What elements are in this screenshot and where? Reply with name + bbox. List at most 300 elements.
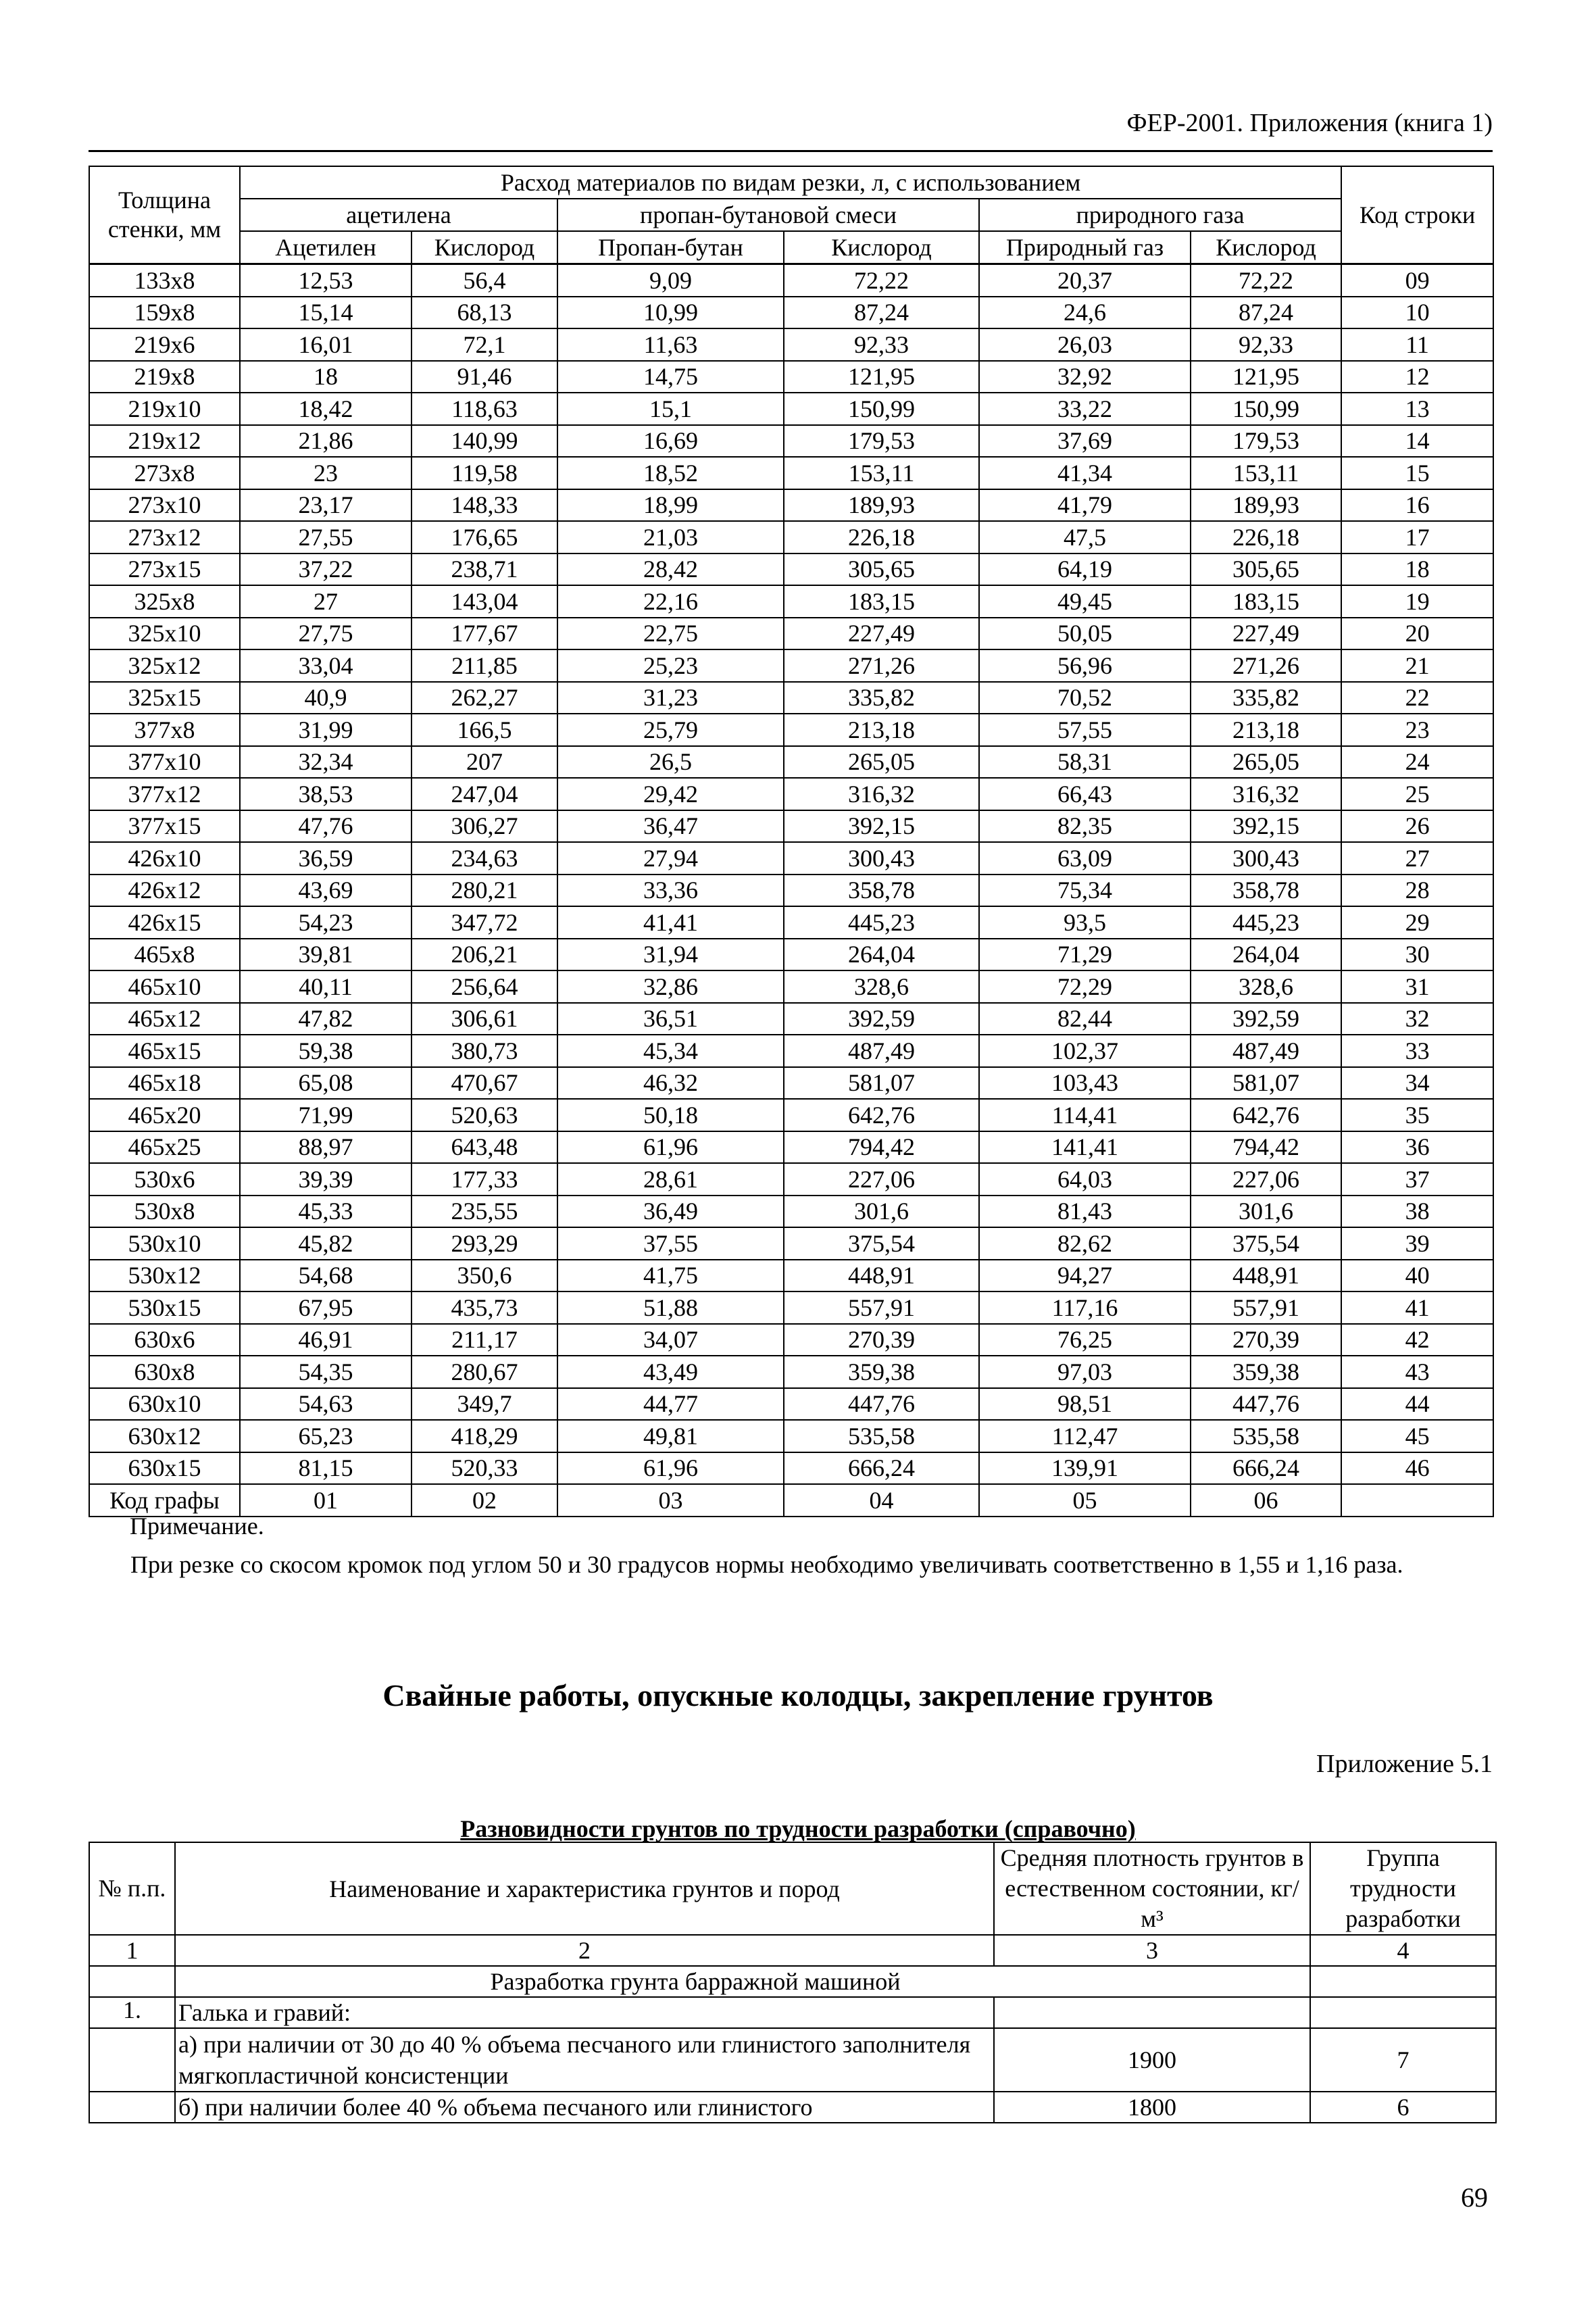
- cell-oxygen: 359,38: [1191, 1356, 1341, 1388]
- cell-acetylene: 27,75: [240, 618, 412, 650]
- cell-propane-butane: 11,63: [557, 328, 784, 361]
- subheader: Природный газ: [979, 231, 1191, 264]
- cell-natural-gas: 50,05: [979, 618, 1191, 650]
- cell-oxygen: 176,65: [412, 521, 557, 553]
- cell-thickness: 530x15: [89, 1291, 240, 1324]
- table-row: [89, 1388, 1493, 1421]
- appendix-label: Приложение 5.1: [1316, 1750, 1493, 1778]
- cell-oxygen: 143,04: [412, 585, 557, 618]
- cell-propane-butane: 29,42: [557, 778, 784, 810]
- cell-acetylene: 71,99: [240, 1099, 412, 1131]
- cell-row-code: 12: [1341, 361, 1493, 393]
- cell-oxygen: 301,6: [784, 1196, 979, 1228]
- cell-oxygen: 72,22: [1191, 264, 1341, 297]
- cell-row-code: 18: [1341, 553, 1493, 586]
- cell-oxygen: 56,4: [412, 264, 557, 297]
- cell-thickness: 630x15: [89, 1452, 240, 1485]
- header-group-acetylene: ацетилена: [240, 199, 557, 231]
- cell-thickness: 530x6: [89, 1163, 240, 1196]
- cell-oxygen: 794,42: [784, 1131, 979, 1164]
- cell-propane-butane: 41,75: [557, 1260, 784, 1292]
- cell-natural-gas: 70,52: [979, 682, 1191, 714]
- cell-oxygen: 306,27: [412, 810, 557, 843]
- cell-oxygen: 92,33: [1191, 328, 1341, 361]
- table-row: [89, 649, 1493, 682]
- table-row: [89, 521, 1493, 553]
- cell-propane-butane: 36,51: [557, 1003, 784, 1035]
- cell-oxygen: 87,24: [784, 297, 979, 329]
- cell-oxygen: 213,18: [784, 714, 979, 746]
- running-header: ФЕР-2001. Приложения (книга 1): [1126, 109, 1493, 137]
- cell-oxygen: 247,04: [412, 778, 557, 810]
- cell-oxygen: 166,5: [412, 714, 557, 746]
- cell-propane-butane: 46,32: [557, 1067, 784, 1100]
- cell-thickness: 426x12: [89, 875, 240, 907]
- cell-propane-butane: 36,49: [557, 1196, 784, 1228]
- column-code: 04: [784, 1484, 979, 1517]
- cell-oxygen: 271,26: [784, 649, 979, 682]
- cell-oxygen: 470,67: [412, 1067, 557, 1100]
- table-row: [89, 875, 1493, 907]
- cell-oxygen: 305,65: [1191, 553, 1341, 586]
- cell-thickness: 273x12: [89, 521, 240, 553]
- table-row: [89, 1260, 1493, 1292]
- cell-thickness: 219x12: [89, 425, 240, 458]
- cell-row-code: 26: [1341, 810, 1493, 843]
- soil-group: [1310, 1997, 1496, 2028]
- cell-oxygen: 535,58: [784, 1420, 979, 1452]
- cell-row-code: 32: [1341, 1003, 1493, 1035]
- cell-propane-butane: 28,61: [557, 1163, 784, 1196]
- cell-oxygen: 447,76: [784, 1388, 979, 1421]
- cell-row-code: 39: [1341, 1227, 1493, 1260]
- cell-propane-butane: 25,79: [557, 714, 784, 746]
- cell-oxygen: 183,15: [1191, 585, 1341, 618]
- cell-acetylene: 32,34: [240, 746, 412, 779]
- cell-natural-gas: 112,47: [979, 1420, 1191, 1452]
- cell-oxygen: 535,58: [1191, 1420, 1341, 1452]
- row-number: 1.: [89, 1997, 175, 2028]
- cell-acetylene: 18: [240, 361, 412, 393]
- cell-oxygen: 392,15: [1191, 810, 1341, 843]
- cell-thickness: 133x8: [89, 264, 240, 297]
- cell-oxygen: 265,05: [784, 746, 979, 779]
- cell-thickness: 219x6: [89, 328, 240, 361]
- cell-row-code: 19: [1341, 585, 1493, 618]
- cell-oxygen: 153,11: [1191, 457, 1341, 489]
- cell-propane-butane: 34,07: [557, 1324, 784, 1356]
- soil-name: Галька и гравий:: [175, 1997, 994, 2028]
- cell-natural-gas: 41,79: [979, 489, 1191, 522]
- cell-oxygen: 375,54: [1191, 1227, 1341, 1260]
- cell-natural-gas: 98,51: [979, 1388, 1191, 1421]
- cell-acetylene: 15,14: [240, 297, 412, 329]
- soil-group: 6: [1310, 2092, 1496, 2123]
- cell-row-code: 42: [1341, 1324, 1493, 1356]
- table-row: [89, 906, 1493, 939]
- cell-row-code: 38: [1341, 1196, 1493, 1228]
- cell-oxygen: 227,06: [1191, 1163, 1341, 1196]
- cell-row-code: 33: [1341, 1035, 1493, 1067]
- cell-row-code: 28: [1341, 875, 1493, 907]
- cell-acetylene: 47,76: [240, 810, 412, 843]
- cell-thickness: 325x10: [89, 618, 240, 650]
- cell-oxygen: 350,6: [412, 1260, 557, 1292]
- cell-natural-gas: 75,34: [979, 875, 1191, 907]
- cell-natural-gas: 37,69: [979, 425, 1191, 458]
- cell-thickness: 159x8: [89, 297, 240, 329]
- cell-propane-butane: 10,99: [557, 297, 784, 329]
- table-row: [89, 1196, 1493, 1228]
- header-name: Наименование и характеристика грунтов и пород: [175, 1842, 994, 1935]
- table-row: [89, 1291, 1493, 1324]
- cell-thickness: 530x12: [89, 1260, 240, 1292]
- cell-natural-gas: 49,45: [979, 585, 1191, 618]
- cell-oxygen: 581,07: [1191, 1067, 1341, 1100]
- subheader: Кислород: [412, 231, 557, 264]
- cell-propane-butane: 22,16: [557, 585, 784, 618]
- column-code: 01: [240, 1484, 412, 1517]
- cell-acetylene: 59,38: [240, 1035, 412, 1067]
- cell-oxygen: 150,99: [1191, 393, 1341, 425]
- cell-natural-gas: 58,31: [979, 746, 1191, 779]
- cell-oxygen: 238,71: [412, 553, 557, 586]
- cell-natural-gas: 26,03: [979, 328, 1191, 361]
- cell-acetylene: 43,69: [240, 875, 412, 907]
- table-caption: Разновидности грунтов по трудности разработки (справочно): [460, 1815, 1136, 1842]
- table-row: [89, 939, 1493, 971]
- cell-acetylene: 40,9: [240, 682, 412, 714]
- cell-oxygen: 280,21: [412, 875, 557, 907]
- cell-thickness: 273x15: [89, 553, 240, 586]
- cell-acetylene: 46,91: [240, 1324, 412, 1356]
- cell-acetylene: 16,01: [240, 328, 412, 361]
- cell-oxygen: 91,46: [412, 361, 557, 393]
- cell-propane-butane: 43,49: [557, 1356, 784, 1388]
- cell-row-code: 13: [1341, 393, 1493, 425]
- table-row: [89, 778, 1493, 810]
- cell-oxygen: 347,72: [412, 906, 557, 939]
- cell-acetylene: 27,55: [240, 521, 412, 553]
- table-row: [89, 1003, 1493, 1035]
- cell-row-code: 17: [1341, 521, 1493, 553]
- cell-oxygen: 316,32: [1191, 778, 1341, 810]
- header-group: Группа трудности разработки: [1310, 1842, 1496, 1935]
- cell-thickness: 273x10: [89, 489, 240, 522]
- cell-propane-butane: 28,42: [557, 553, 784, 586]
- cell-oxygen: 448,91: [784, 1260, 979, 1292]
- cell-row-code: 22: [1341, 682, 1493, 714]
- cell-oxygen: 557,91: [784, 1291, 979, 1324]
- cell-oxygen: 335,82: [1191, 682, 1341, 714]
- cell-acetylene: 65,08: [240, 1067, 412, 1100]
- cell-oxygen: 177,67: [412, 618, 557, 650]
- cell-thickness: 325x8: [89, 585, 240, 618]
- table-row: [89, 1420, 1493, 1452]
- cell-oxygen: 349,7: [412, 1388, 557, 1421]
- cell-acetylene: 36,59: [240, 842, 412, 875]
- cell-acetylene: 54,23: [240, 906, 412, 939]
- cell-oxygen: 226,18: [1191, 521, 1341, 553]
- cell-propane-butane: 50,18: [557, 1099, 784, 1131]
- cell-row-code: 20: [1341, 618, 1493, 650]
- cell-oxygen: 235,55: [412, 1196, 557, 1228]
- cell-oxygen: 328,6: [784, 970, 979, 1003]
- subheader: Кислород: [784, 231, 979, 264]
- table-row: [89, 714, 1493, 746]
- cell-acetylene: 45,82: [240, 1227, 412, 1260]
- cell-row-code: 35: [1341, 1099, 1493, 1131]
- cell-natural-gas: 93,5: [979, 906, 1191, 939]
- cell-acetylene: 23,17: [240, 489, 412, 522]
- cell-propane-butane: 27,94: [557, 842, 784, 875]
- cell-thickness: 530x8: [89, 1196, 240, 1228]
- cell-propane-butane: 31,23: [557, 682, 784, 714]
- cell-oxygen: 520,33: [412, 1452, 557, 1485]
- cell-natural-gas: 76,25: [979, 1324, 1191, 1356]
- cell-oxygen: 72,22: [784, 264, 979, 297]
- cell-row-code: 15: [1341, 457, 1493, 489]
- cell-natural-gas: 117,16: [979, 1291, 1191, 1324]
- cell-thickness: 465x20: [89, 1099, 240, 1131]
- cell-row-code: 37: [1341, 1163, 1493, 1196]
- column-code-row: [89, 1484, 1493, 1517]
- cell-row-code: 36: [1341, 1131, 1493, 1164]
- header-thickness: [89, 166, 240, 264]
- cell-oxygen: 487,49: [784, 1035, 979, 1067]
- cell-natural-gas: 64,19: [979, 553, 1191, 586]
- cell-row-code: 40: [1341, 1260, 1493, 1292]
- cell-oxygen: 153,11: [784, 457, 979, 489]
- cell-natural-gas: 114,41: [979, 1099, 1191, 1131]
- cell-oxygen: 140,99: [412, 425, 557, 458]
- table-row: [89, 1067, 1493, 1100]
- cell-natural-gas: 97,03: [979, 1356, 1191, 1388]
- cell-oxygen: 445,23: [1191, 906, 1341, 939]
- cell-row-code: 31: [1341, 970, 1493, 1003]
- cell-oxygen: 666,24: [784, 1452, 979, 1485]
- cell-propane-butane: 18,99: [557, 489, 784, 522]
- cell-oxygen: 301,6: [1191, 1196, 1341, 1228]
- table-row: [89, 585, 1493, 618]
- cell-natural-gas: 66,43: [979, 778, 1191, 810]
- column-code: 03: [557, 1484, 784, 1517]
- cell-thickness: 273x8: [89, 457, 240, 489]
- cell-thickness: 465x12: [89, 1003, 240, 1035]
- cell-oxygen: 293,29: [412, 1227, 557, 1260]
- cell-row-code: 45: [1341, 1420, 1493, 1452]
- cell-acetylene: 21,86: [240, 425, 412, 458]
- cell-row-code: 10: [1341, 297, 1493, 329]
- cell-oxygen: 118,63: [412, 393, 557, 425]
- cell-propane-butane: 16,69: [557, 425, 784, 458]
- cell-oxygen: 581,07: [784, 1067, 979, 1100]
- column-number: 2: [175, 1935, 994, 1966]
- subheader: Ацетилен: [240, 231, 412, 264]
- cell-natural-gas: 56,96: [979, 649, 1191, 682]
- table-row: [89, 1227, 1493, 1260]
- cell-oxygen: 177,33: [412, 1163, 557, 1196]
- cell-natural-gas: 139,91: [979, 1452, 1191, 1485]
- cell-row-code: 27: [1341, 842, 1493, 875]
- cell-oxygen: 335,82: [784, 682, 979, 714]
- cell-oxygen: 87,24: [1191, 297, 1341, 329]
- cell-natural-gas: 57,55: [979, 714, 1191, 746]
- cell-oxygen: 227,06: [784, 1163, 979, 1196]
- cell-oxygen: 189,93: [1191, 489, 1341, 522]
- table-row: [89, 970, 1493, 1003]
- cell-oxygen: 179,53: [1191, 425, 1341, 458]
- cell-natural-gas: 64,03: [979, 1163, 1191, 1196]
- soil-name: б) при наличии более 40 % объема песчаного или глинистого: [175, 2092, 994, 2123]
- cell-oxygen: 227,49: [784, 618, 979, 650]
- cell-row-code: 21: [1341, 649, 1493, 682]
- cell-thickness: 630x10: [89, 1388, 240, 1421]
- cell-acetylene: 54,35: [240, 1356, 412, 1388]
- cell-thickness: 219x10: [89, 393, 240, 425]
- cell-oxygen: 119,58: [412, 457, 557, 489]
- cell-thickness: 465x25: [89, 1131, 240, 1164]
- cell-oxygen: 183,15: [784, 585, 979, 618]
- cell-propane-butane: 18,52: [557, 457, 784, 489]
- table-row: [89, 361, 1493, 393]
- cell-oxygen: 316,32: [784, 778, 979, 810]
- cell-thickness: 465x8: [89, 939, 240, 971]
- cell-propane-butane: 37,55: [557, 1227, 784, 1260]
- soil-types-table: [89, 1842, 1497, 2123]
- table-row: [89, 489, 1493, 522]
- cell-acetylene: 12,53: [240, 264, 412, 297]
- cell-oxygen: 148,33: [412, 489, 557, 522]
- column-code: 02: [412, 1484, 557, 1517]
- header-number: № п.п.: [89, 1842, 175, 1935]
- table-row: [89, 1163, 1493, 1196]
- cell-propane-butane: 45,34: [557, 1035, 784, 1067]
- table-row: [89, 1099, 1493, 1131]
- cell-oxygen: 448,91: [1191, 1260, 1341, 1292]
- cell-acetylene: 23: [240, 457, 412, 489]
- cell-propane-butane: 33,36: [557, 875, 784, 907]
- cell-thickness: 630x6: [89, 1324, 240, 1356]
- cell-acetylene: 27: [240, 585, 412, 618]
- cell-thickness: 377x15: [89, 810, 240, 843]
- cell-acetylene: 31,99: [240, 714, 412, 746]
- cell-natural-gas: 63,09: [979, 842, 1191, 875]
- cell-oxygen: 213,18: [1191, 714, 1341, 746]
- cell-propane-butane: 44,77: [557, 1388, 784, 1421]
- cell-oxygen: 375,54: [784, 1227, 979, 1260]
- cell-oxygen: 300,43: [784, 842, 979, 875]
- cell-acetylene: 37,22: [240, 553, 412, 586]
- cell-acetylene: 18,42: [240, 393, 412, 425]
- cell-thickness: 325x15: [89, 682, 240, 714]
- column-code-label: Код графы: [89, 1484, 240, 1517]
- header-thickness-text: Толщина стенки, мм: [107, 186, 222, 243]
- column-code: [1341, 1484, 1493, 1517]
- table-row: [89, 1356, 1493, 1388]
- cell-natural-gas: 81,43: [979, 1196, 1191, 1228]
- soil-density: [994, 1997, 1310, 2028]
- section-row: Разработка грунта барражной машиной: [175, 1966, 1310, 1997]
- cell-natural-gas: 32,92: [979, 361, 1191, 393]
- header-consumption: Расход материалов по видам резки, л, с использованием: [240, 166, 1341, 199]
- cell-oxygen: 264,04: [1191, 939, 1341, 971]
- cell-propane-butane: 22,75: [557, 618, 784, 650]
- cell-oxygen: 121,95: [1191, 361, 1341, 393]
- cell-oxygen: 306,61: [412, 1003, 557, 1035]
- table-row: [89, 1131, 1493, 1164]
- cell-oxygen: 270,39: [1191, 1324, 1341, 1356]
- cell-oxygen: 207: [412, 746, 557, 779]
- cell-acetylene: 45,33: [240, 1196, 412, 1228]
- table-row: [89, 553, 1493, 586]
- table-row: [89, 746, 1493, 779]
- cell-propane-butane: 15,1: [557, 393, 784, 425]
- cell-oxygen: 418,29: [412, 1420, 557, 1452]
- cell-thickness: 630x12: [89, 1420, 240, 1452]
- cell-oxygen: 666,24: [1191, 1452, 1341, 1485]
- cell-oxygen: 206,21: [412, 939, 557, 971]
- cell-row-code: 23: [1341, 714, 1493, 746]
- subheader: Пропан-бутан: [557, 231, 784, 264]
- cell-propane-butane: 41,41: [557, 906, 784, 939]
- cell-propane-butane: 51,88: [557, 1291, 784, 1324]
- cell-oxygen: 447,76: [1191, 1388, 1341, 1421]
- cell-thickness: 377x10: [89, 746, 240, 779]
- cell-row-code: 34: [1341, 1067, 1493, 1100]
- header-group-propane: пропан-бутановой смеси: [557, 199, 979, 231]
- subheader: Кислород: [1191, 231, 1341, 264]
- cell-oxygen: 487,49: [1191, 1035, 1341, 1067]
- table-row: [89, 618, 1493, 650]
- cell-oxygen: 150,99: [784, 393, 979, 425]
- cell-propane-butane: 61,96: [557, 1131, 784, 1164]
- cell-acetylene: 81,15: [240, 1452, 412, 1485]
- cell-oxygen: 92,33: [784, 328, 979, 361]
- cell-oxygen: 642,76: [784, 1099, 979, 1131]
- table-row: [89, 682, 1493, 714]
- cell-propane-butane: 61,96: [557, 1452, 784, 1485]
- cell-oxygen: 68,13: [412, 297, 557, 329]
- soil-density: 1900: [994, 2028, 1310, 2092]
- cell-oxygen: 435,73: [412, 1291, 557, 1324]
- cell-acetylene: 39,81: [240, 939, 412, 971]
- cell-oxygen: 392,15: [784, 810, 979, 843]
- cell-oxygen: 445,23: [784, 906, 979, 939]
- cell-row-code: 30: [1341, 939, 1493, 971]
- table-row: [89, 810, 1493, 843]
- cell-oxygen: 392,59: [1191, 1003, 1341, 1035]
- cell-oxygen: 380,73: [412, 1035, 557, 1067]
- cell-oxygen: 557,91: [1191, 1291, 1341, 1324]
- cell-acetylene: 47,82: [240, 1003, 412, 1035]
- cell-natural-gas: 102,37: [979, 1035, 1191, 1067]
- cell-oxygen: 359,38: [784, 1356, 979, 1388]
- cell-natural-gas: 82,35: [979, 810, 1191, 843]
- cell-acetylene: 65,23: [240, 1420, 412, 1452]
- cell-thickness: 325x12: [89, 649, 240, 682]
- cell-oxygen: 280,67: [412, 1356, 557, 1388]
- cell-row-code: 43: [1341, 1356, 1493, 1388]
- header-row-code: Код строки: [1341, 166, 1493, 264]
- cell-natural-gas: 41,34: [979, 457, 1191, 489]
- header-divider: [89, 150, 1493, 152]
- cell-oxygen: 72,1: [412, 328, 557, 361]
- cell-oxygen: 328,6: [1191, 970, 1341, 1003]
- cell-natural-gas: 141,41: [979, 1131, 1191, 1164]
- cell-thickness: 465x18: [89, 1067, 240, 1100]
- cell-oxygen: 265,05: [1191, 746, 1341, 779]
